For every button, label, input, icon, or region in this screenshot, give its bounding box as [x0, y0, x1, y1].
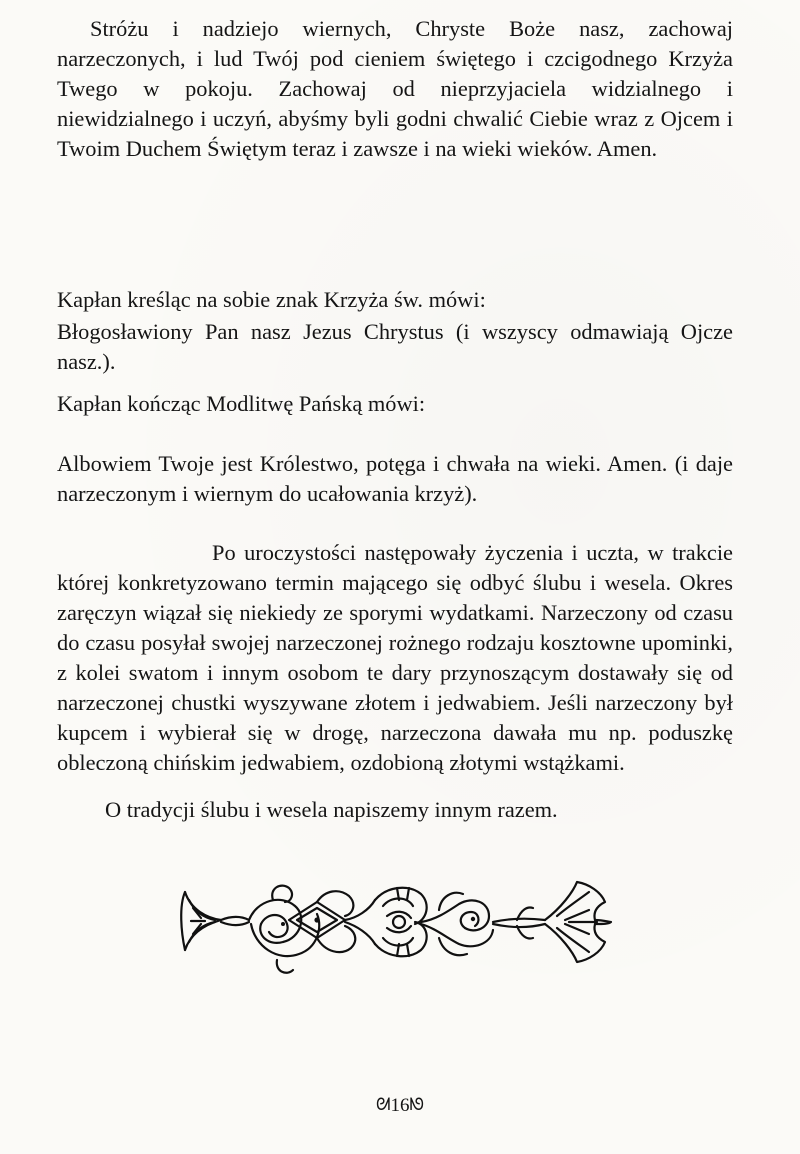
priest-cross-instruction: Kapłan kreśląc na sobie znak Krzyża św. mówi:	[57, 287, 486, 312]
page-number: 16	[390, 1095, 410, 1116]
blessed-paragraph: Błogosławiony Pan nasz Jezus Chrystus (i wszyscy odmawiają Ojcze nasz.).	[57, 319, 733, 374]
page-number-footer	[0, 1093, 800, 1118]
closing-paragraph: O tradycji ślubu i wesela napiszemy innym razem.	[105, 797, 558, 822]
floral-ornament-icon	[177, 880, 613, 980]
left-flourish-icon: ᘛ	[376, 1095, 391, 1114]
priest-ending-instruction: Kapłan kończąc Modlitwę Pańską mówi:	[57, 391, 426, 416]
prayer-paragraph: Stróżu i nadziejo wiernych, Chryste Boże nasz, zachowaj narzeczonych, i lud Twój pod cieniem świętego i czcigodnego Krzyża Twego w pokoju. Zachowaj od nieprzyjaciela widzialnego i niewidzialnego i uczyń, abyśmy byli godni chwalić Ciebie wraz z Ojcem i Twoim Duchem Świętym teraz i zawsze i na wieki wieków. Amen.	[57, 16, 733, 161]
narrative-paragraph: Po uroczystości następowały życzenia i uczta, w trakcie której konkretyzowano termin mającego się odbyć ślubu i wesela. Okres zaręczyn wiązał się niekiedy ze sporymi wydatkami. Narzeczony od czasu do czasu posyłał swojej narzeczonej rożnego rodzaju kosztowne upominki, z kolei swatom i innym osobom te dary przynoszącym dostawały się od narzeczonej chustki wyszywane złotem i jedwabiem. Jeśli narzeczony był kupcem i wybierał się w drogę, narzeczona dawała mu np. poduszkę obleczoną chińskim jedwabiem, ozdobioną złotymi wstążkami.	[57, 540, 733, 775]
right-flourish-icon: ᘚ	[409, 1095, 424, 1114]
doxology-paragraph: Albowiem Twoje jest Królestwo, potęga i chwała na wieki. Amen. (i daje narzeczonym i wiernym do ucałowania krzyż).	[57, 451, 733, 506]
